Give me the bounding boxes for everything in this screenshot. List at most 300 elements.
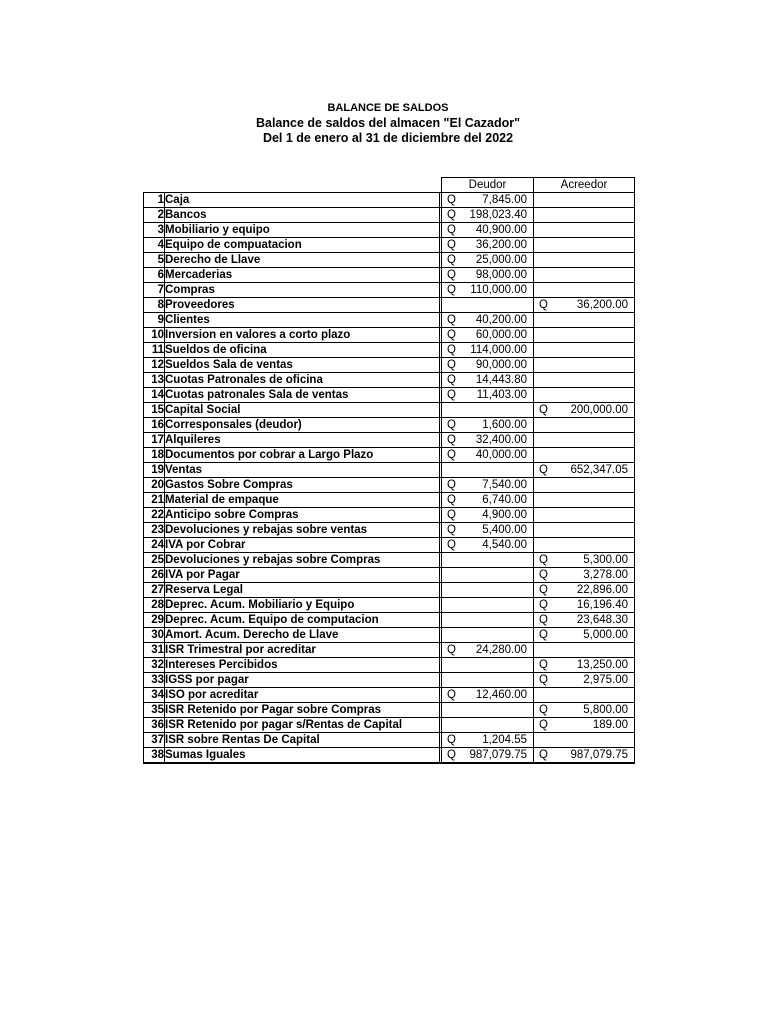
currency-symbol: Q	[447, 434, 456, 446]
row-number: 7	[144, 283, 165, 298]
credit-amount-cell	[534, 478, 635, 493]
table-row	[144, 733, 635, 748]
row-number: 13	[144, 373, 165, 388]
credit-column-header: Acreedor	[534, 178, 635, 193]
currency-symbol: Q	[447, 209, 456, 221]
row-number: 31	[144, 643, 165, 658]
debit-value: 40,900.00	[475, 224, 527, 236]
table-row	[144, 568, 635, 583]
credit-value: 36,200.00	[576, 299, 628, 311]
account-name: Deprec. Acum. Mobiliario y Equipo	[165, 598, 440, 613]
row-number: 11	[144, 343, 165, 358]
debit-amount	[442, 733, 533, 747]
currency-symbol: Q	[447, 749, 456, 761]
credit-amount	[534, 403, 634, 417]
credit-value: 2,975.00	[583, 674, 628, 686]
debit-amount-cell	[442, 613, 534, 628]
debit-value: 4,540.00	[482, 539, 527, 551]
table-row	[144, 208, 635, 223]
row-number: 2	[144, 208, 165, 223]
credit-amount-cell	[534, 343, 635, 358]
account-name: Capital Social	[165, 403, 440, 418]
credit-amount-cell	[534, 628, 635, 643]
currency-symbol: Q	[447, 224, 456, 236]
table-row	[144, 493, 635, 508]
credit-value: 3,278.00	[583, 569, 628, 581]
currency-symbol: Q	[539, 464, 548, 476]
credit-amount-cell	[534, 328, 635, 343]
debit-amount-cell	[442, 358, 534, 373]
credit-amount-cell	[534, 223, 635, 238]
account-name: Documentos por cobrar a Largo Plazo	[165, 448, 440, 463]
debit-value: 36,200.00	[475, 239, 527, 251]
report-header	[0, 101, 768, 146]
currency-symbol: Q	[447, 539, 456, 551]
table-row	[144, 358, 635, 373]
credit-amount-cell	[534, 673, 635, 688]
debit-amount-cell	[442, 598, 534, 613]
debit-amount	[442, 358, 533, 372]
account-name: IGSS por pagar	[165, 673, 440, 688]
debit-amount-cell	[442, 718, 534, 733]
currency-symbol: Q	[539, 404, 548, 416]
table-row	[144, 418, 635, 433]
credit-value: 5,300.00	[583, 554, 628, 566]
row-number: 22	[144, 508, 165, 523]
debit-amount	[442, 433, 533, 447]
row-number: 38	[144, 748, 165, 764]
account-name: Corresponsales (deudor)	[165, 418, 440, 433]
table-row	[144, 388, 635, 403]
credit-value: 5,000.00	[583, 629, 628, 641]
credit-amount-cell	[534, 388, 635, 403]
credit-value: 200,000.00	[570, 404, 628, 416]
currency-symbol: Q	[539, 614, 548, 626]
account-name: Equipo de compuatacion	[165, 238, 440, 253]
account-name: Mercaderias	[165, 268, 440, 283]
debit-amount	[442, 508, 533, 522]
currency-symbol: Q	[539, 569, 548, 581]
credit-amount-cell	[534, 643, 635, 658]
row-number: 14	[144, 388, 165, 403]
debit-amount-cell	[442, 658, 534, 673]
debit-amount-cell	[442, 703, 534, 718]
table-row	[144, 403, 635, 418]
row-number: 5	[144, 253, 165, 268]
debit-amount	[442, 268, 533, 282]
account-name: Caja	[165, 193, 440, 208]
credit-amount	[534, 553, 634, 567]
row-number: 4	[144, 238, 165, 253]
debit-amount-cell	[442, 253, 534, 268]
debit-amount-cell	[442, 328, 534, 343]
row-number: 21	[144, 493, 165, 508]
currency-symbol: Q	[539, 629, 548, 641]
debit-value: 25,000.00	[475, 254, 527, 266]
credit-amount	[534, 613, 634, 627]
table-row	[144, 373, 635, 388]
credit-amount-cell	[534, 463, 635, 478]
table-row	[144, 463, 635, 478]
credit-amount	[534, 598, 634, 612]
debit-amount-cell	[442, 283, 534, 298]
account-name: Amort. Acum. Derecho de Llave	[165, 628, 440, 643]
table-row	[144, 583, 635, 598]
credit-amount-cell	[534, 553, 635, 568]
table-row	[144, 538, 635, 553]
account-name: Devoluciones y rebajas sobre Compras	[165, 553, 440, 568]
credit-amount-cell	[534, 238, 635, 253]
row-number: 15	[144, 403, 165, 418]
debit-amount-cell	[442, 673, 534, 688]
account-name: Alquileres	[165, 433, 440, 448]
credit-amount-cell	[534, 448, 635, 463]
debit-value: 32,400.00	[475, 434, 527, 446]
credit-amount	[534, 673, 634, 687]
account-name: Proveedores	[165, 298, 440, 313]
credit-amount-cell	[534, 508, 635, 523]
credit-amount	[534, 568, 634, 582]
currency-symbol: Q	[447, 359, 456, 371]
table-row	[144, 223, 635, 238]
debit-amount-cell	[442, 493, 534, 508]
debit-value: 14,443.80	[475, 374, 527, 386]
account-name: ISR Retenido por Pagar sobre Compras	[165, 703, 440, 718]
currency-symbol: Q	[447, 494, 456, 506]
credit-amount	[534, 628, 634, 642]
account-name: IVA por Pagar	[165, 568, 440, 583]
row-number: 17	[144, 433, 165, 448]
debit-amount-cell	[442, 298, 534, 313]
debit-value: 114,000.00	[470, 344, 527, 356]
row-number: 29	[144, 613, 165, 628]
credit-value: 652,347.05	[570, 464, 628, 476]
currency-symbol: Q	[539, 719, 548, 731]
credit-amount-cell	[534, 613, 635, 628]
currency-symbol: Q	[447, 284, 456, 296]
debit-amount	[442, 283, 533, 297]
currency-symbol: Q	[447, 239, 456, 251]
debit-amount-cell	[442, 433, 534, 448]
report-period: Del 1 de enero al 31 de diciembre del 2022	[262, 131, 514, 145]
currency-symbol: Q	[539, 659, 548, 671]
table-row	[144, 643, 635, 658]
report-subtitle: Balance de saldos del almacen "El Cazador"	[255, 116, 521, 130]
row-number: 33	[144, 673, 165, 688]
table-row	[144, 703, 635, 718]
credit-amount-cell	[534, 538, 635, 553]
row-number: 16	[144, 418, 165, 433]
credit-amount-cell	[534, 748, 635, 764]
account-name: Derecho de Llave	[165, 253, 440, 268]
account-name: Sueldos de oficina	[165, 343, 440, 358]
debit-amount	[442, 238, 533, 252]
currency-symbol: Q	[447, 419, 456, 431]
debit-value: 60,000.00	[475, 329, 527, 341]
row-number: 32	[144, 658, 165, 673]
debit-amount-cell	[442, 628, 534, 643]
account-name: Material de empaque	[165, 493, 440, 508]
debit-amount	[442, 748, 533, 762]
credit-amount-cell	[534, 313, 635, 328]
currency-symbol: Q	[447, 734, 456, 746]
account-name: Ventas	[165, 463, 440, 478]
debit-value: 110,000.00	[470, 284, 527, 296]
debit-amount-cell	[442, 373, 534, 388]
currency-symbol: Q	[447, 374, 456, 386]
table-row	[144, 658, 635, 673]
table-row	[144, 268, 635, 283]
credit-amount	[534, 703, 634, 717]
debit-amount-cell	[442, 313, 534, 328]
debit-value: 11,403.00	[476, 389, 527, 401]
debit-amount	[442, 643, 533, 657]
debit-amount	[442, 448, 533, 462]
row-number: 3	[144, 223, 165, 238]
currency-symbol: Q	[539, 704, 548, 716]
account-name: Inversion en valores a corto plazo	[165, 328, 440, 343]
table-row	[144, 688, 635, 703]
table-body	[144, 193, 635, 764]
account-name: Compras	[165, 283, 440, 298]
account-name: Anticipo sobre Compras	[165, 508, 440, 523]
credit-amount-cell	[534, 268, 635, 283]
debit-value: 12,460.00	[475, 689, 527, 701]
credit-amount-cell	[534, 703, 635, 718]
account-name: Clientes	[165, 313, 440, 328]
debit-amount-cell	[442, 643, 534, 658]
row-number: 24	[144, 538, 165, 553]
debit-amount-cell	[442, 583, 534, 598]
debit-amount	[442, 373, 533, 387]
table-row	[144, 433, 635, 448]
credit-value: 987,079.75	[570, 749, 628, 761]
account-name: Mobiliario y equipo	[165, 223, 440, 238]
currency-symbol: Q	[447, 644, 456, 656]
currency-symbol: Q	[447, 194, 456, 206]
currency-symbol: Q	[447, 269, 456, 281]
row-number: 23	[144, 523, 165, 538]
credit-value: 5,800.00	[583, 704, 628, 716]
debit-amount-cell	[442, 193, 534, 208]
credit-amount-cell	[534, 433, 635, 448]
debit-value: 6,740.00	[482, 494, 527, 506]
debit-value: 98,000.00	[475, 269, 527, 281]
row-number: 30	[144, 628, 165, 643]
trial-balance-table	[143, 177, 635, 764]
currency-symbol: Q	[539, 584, 548, 596]
debit-amount	[442, 478, 533, 492]
debit-amount	[442, 343, 533, 357]
credit-amount-cell	[534, 283, 635, 298]
debit-value: 1,600.00	[482, 419, 527, 431]
debit-amount	[442, 523, 533, 537]
debit-amount-cell	[442, 538, 534, 553]
row-number: 27	[144, 583, 165, 598]
blank-header-cell	[165, 178, 440, 193]
credit-amount-cell	[534, 493, 635, 508]
debit-amount-cell	[442, 553, 534, 568]
debit-column-header: Deudor	[442, 178, 534, 193]
table-row	[144, 193, 635, 208]
debit-amount-cell	[442, 418, 534, 433]
currency-symbol: Q	[447, 254, 456, 266]
table-row	[144, 508, 635, 523]
account-name: ISR Trimestral por acreditar	[165, 643, 440, 658]
credit-amount-cell	[534, 253, 635, 268]
credit-value: 16,196.40	[576, 599, 628, 611]
debit-amount-cell	[442, 478, 534, 493]
debit-amount-cell	[442, 523, 534, 538]
debit-amount-cell	[442, 223, 534, 238]
currency-symbol: Q	[447, 479, 456, 491]
currency-symbol: Q	[539, 299, 548, 311]
debit-amount	[442, 328, 533, 342]
row-number: 37	[144, 733, 165, 748]
table-row	[144, 718, 635, 733]
row-number: 25	[144, 553, 165, 568]
debit-value: 24,280.00	[475, 644, 527, 656]
table-row	[144, 448, 635, 463]
debit-amount-cell	[442, 208, 534, 223]
currency-symbol: Q	[447, 524, 456, 536]
debit-amount	[442, 223, 533, 237]
credit-value: 13,250.00	[576, 659, 628, 671]
credit-amount-cell	[534, 568, 635, 583]
credit-amount-cell	[534, 208, 635, 223]
account-name: Sueldos Sala de ventas	[165, 358, 440, 373]
account-name: Gastos Sobre Compras	[165, 478, 440, 493]
debit-value: 40,200.00	[475, 314, 527, 326]
debit-value: 40,000.00	[475, 449, 527, 461]
debit-amount	[442, 538, 533, 552]
table-row	[144, 478, 635, 493]
debit-value: 4,900.00	[482, 509, 527, 521]
row-number: 36	[144, 718, 165, 733]
currency-symbol: Q	[447, 449, 456, 461]
credit-amount-cell	[534, 583, 635, 598]
table-row	[144, 673, 635, 688]
credit-amount	[534, 748, 634, 762]
table-row	[144, 283, 635, 298]
table-header-row	[144, 178, 635, 193]
row-number: 18	[144, 448, 165, 463]
credit-amount	[534, 298, 634, 312]
currency-symbol: Q	[539, 599, 548, 611]
account-name: Bancos	[165, 208, 440, 223]
account-name: ISR sobre Rentas De Capital	[165, 733, 440, 748]
credit-value: 189.00	[592, 719, 628, 731]
table-row	[144, 238, 635, 253]
table-row	[144, 253, 635, 268]
currency-symbol: Q	[447, 329, 456, 341]
account-name: Reserva Legal	[165, 583, 440, 598]
row-number: 19	[144, 463, 165, 478]
debit-amount	[442, 688, 533, 702]
debit-amount	[442, 208, 533, 222]
credit-amount-cell	[534, 598, 635, 613]
row-number: 26	[144, 568, 165, 583]
table-row	[144, 328, 635, 343]
credit-amount-cell	[534, 373, 635, 388]
debit-amount	[442, 313, 533, 327]
credit-amount	[534, 718, 634, 732]
credit-amount-cell	[534, 688, 635, 703]
credit-amount-cell	[534, 733, 635, 748]
credit-amount-cell	[534, 403, 635, 418]
currency-symbol: Q	[539, 749, 548, 761]
debit-amount-cell	[442, 508, 534, 523]
debit-amount-cell	[442, 343, 534, 358]
row-number: 6	[144, 268, 165, 283]
blank-header-cell	[144, 178, 165, 193]
credit-amount-cell	[534, 193, 635, 208]
currency-symbol: Q	[447, 509, 456, 521]
credit-amount-cell	[534, 523, 635, 538]
credit-amount-cell	[534, 298, 635, 313]
debit-amount	[442, 193, 533, 207]
credit-amount	[534, 658, 634, 672]
table-row	[144, 748, 635, 764]
debit-amount-cell	[442, 448, 534, 463]
debit-amount	[442, 418, 533, 432]
report-title: BALANCE DE SALDOS	[327, 102, 449, 114]
debit-amount	[442, 253, 533, 267]
table-row	[144, 523, 635, 538]
debit-amount-cell	[442, 733, 534, 748]
row-number: 34	[144, 688, 165, 703]
credit-amount-cell	[534, 718, 635, 733]
debit-value: 198,023.40	[469, 209, 527, 221]
credit-amount	[534, 583, 634, 597]
table-row	[144, 613, 635, 628]
row-number: 20	[144, 478, 165, 493]
debit-value: 987,079.75	[469, 749, 527, 761]
debit-amount-cell	[442, 748, 534, 764]
credit-amount-cell	[534, 418, 635, 433]
currency-symbol: Q	[447, 344, 456, 356]
credit-amount-cell	[534, 658, 635, 673]
credit-amount-cell	[534, 358, 635, 373]
table-row	[144, 553, 635, 568]
account-name: IVA por Cobrar	[165, 538, 440, 553]
account-name: ISR Retenido por pagar s/Rentas de Capital	[165, 718, 440, 733]
currency-symbol: Q	[539, 554, 548, 566]
table-row	[144, 628, 635, 643]
account-name: Sumas Iguales	[165, 748, 440, 764]
row-number: 35	[144, 703, 165, 718]
account-name: Devoluciones y rebajas sobre ventas	[165, 523, 440, 538]
currency-symbol: Q	[447, 689, 456, 701]
debit-value: 90,000.00	[475, 359, 527, 371]
table-row	[144, 313, 635, 328]
debit-value: 5,400.00	[482, 524, 527, 536]
account-name: Intereses Percibidos	[165, 658, 440, 673]
account-name: Cuotas Patronales de oficina	[165, 373, 440, 388]
debit-value: 1,204.55	[482, 734, 527, 746]
row-number: 1	[144, 193, 165, 208]
debit-amount-cell	[442, 238, 534, 253]
row-number: 8	[144, 298, 165, 313]
debit-amount-cell	[442, 403, 534, 418]
currency-symbol: Q	[447, 389, 456, 401]
table-row	[144, 298, 635, 313]
currency-symbol: Q	[447, 314, 456, 326]
debit-amount-cell	[442, 388, 534, 403]
debit-amount	[442, 388, 533, 402]
debit-amount-cell	[442, 688, 534, 703]
debit-amount-cell	[442, 463, 534, 478]
